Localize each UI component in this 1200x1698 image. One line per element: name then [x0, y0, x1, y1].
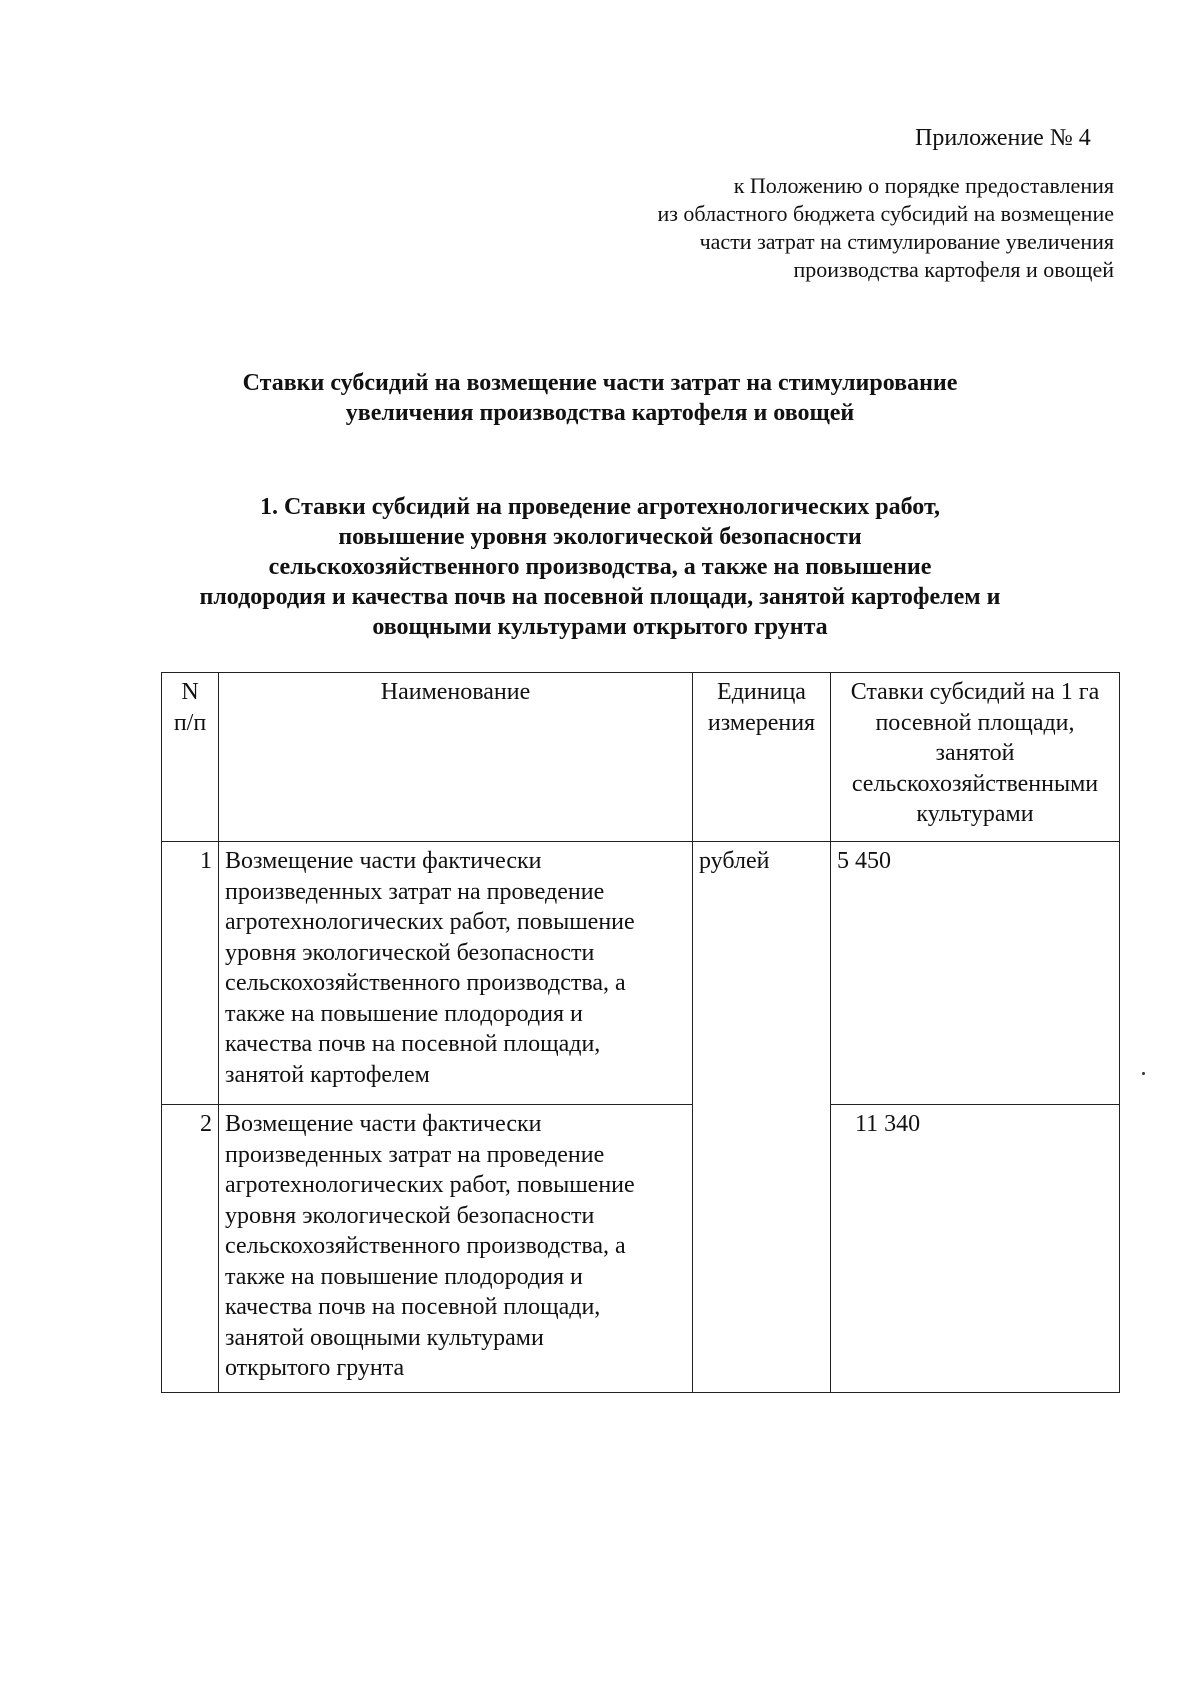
row-name-line: занятой овощными культурами	[225, 1324, 544, 1351]
row-name-line: сельскохозяйственного производства, а	[225, 970, 626, 996]
appendix-reference	[657, 172, 1114, 284]
appendix-reference-line: части затрат на стимулирование увеличения	[699, 229, 1114, 254]
table-row	[162, 1105, 1120, 1393]
section-title-line: плодородия и качества почв на посевной площади, занятой картофелем и	[199, 584, 1001, 610]
document-title-line: Ставки субсидий на возмещение части затрат на стимулирование	[242, 370, 958, 396]
document-title	[150, 368, 1050, 428]
row-name-line: также на повышение плодородия и	[225, 1000, 583, 1027]
row-name-line: качества почв на посевной площади,	[225, 1031, 601, 1057]
section-title-line: 1. Ставки субсидий на проведение агротехнологических работ,	[260, 494, 940, 520]
row-name-line: уровня экологической безопасности	[225, 939, 595, 966]
header-rate-line: занятой	[935, 740, 1015, 766]
row-name-line: открытого грунта	[225, 1355, 405, 1381]
header-rate-line: культурами	[916, 801, 1034, 827]
row-number: 2	[162, 1105, 219, 1393]
row-name-line: качества почв на посевной площади,	[225, 1294, 601, 1320]
section-title-line: сельскохозяйственного производства, а также на повышение	[268, 554, 932, 580]
row-rate: 5 450	[831, 842, 1120, 1105]
header-number	[162, 673, 219, 842]
header-unit-line: Единица	[717, 679, 806, 705]
row-name-line: сельскохозяйственного производства, а	[225, 1233, 626, 1259]
row-name-line: произведенных затрат на проведение	[225, 878, 605, 905]
header-name	[219, 673, 693, 842]
row-name-line: Возмещение части фактически	[225, 848, 542, 874]
appendix-reference-line: производства картофеля и овощей	[793, 257, 1114, 282]
row-name-line: Возмещение части фактически	[225, 1111, 542, 1137]
header-number-line: N	[181, 679, 199, 705]
table-header-row	[162, 673, 1120, 842]
header-rate-line: Ставки субсидий на 1 га	[850, 679, 1100, 705]
row-name	[219, 842, 693, 1105]
subsidy-rates-table	[161, 672, 1120, 1393]
header-rate	[831, 673, 1120, 842]
scan-speck	[1142, 1072, 1145, 1075]
header-unit	[693, 673, 831, 842]
row-name-line: произведенных затрат на проведение	[225, 1141, 605, 1168]
row-unit: рублей	[693, 842, 831, 1393]
appendix-number: Приложение № 4	[915, 125, 1091, 151]
document-title-line: увеличения производства картофеля и овощей	[345, 400, 855, 426]
header-name-line: Наименование	[380, 679, 531, 705]
row-name-line: уровня экологической безопасности	[225, 1202, 595, 1229]
row-number: 1	[162, 842, 219, 1105]
appendix-reference-line: из областного бюджета субсидий на возмещение	[657, 201, 1114, 226]
row-rate: 11 340	[831, 1105, 1120, 1393]
row-name-line: также на повышение плодородия и	[225, 1263, 583, 1290]
row-name-line: агротехнологических работ, повышение	[225, 909, 635, 935]
header-rate-line: сельскохозяйственными	[851, 770, 1099, 797]
appendix-reference-line: к Положению о порядке предоставления	[733, 173, 1114, 198]
section-title	[150, 492, 1050, 642]
header-number-line: п/п	[173, 709, 207, 736]
row-name	[219, 1105, 693, 1393]
section-title-line: овощными культурами открытого грунта	[372, 614, 828, 640]
row-name-line: агротехнологических работ, повышение	[225, 1172, 635, 1198]
header-rate-line: посевной площади,	[875, 709, 1075, 736]
table-row	[162, 842, 1120, 1105]
section-title-line: повышение уровня экологической безопасности	[338, 524, 862, 550]
row-name-line: занятой картофелем	[225, 1061, 430, 1088]
header-unit-line: измерения	[707, 709, 816, 736]
